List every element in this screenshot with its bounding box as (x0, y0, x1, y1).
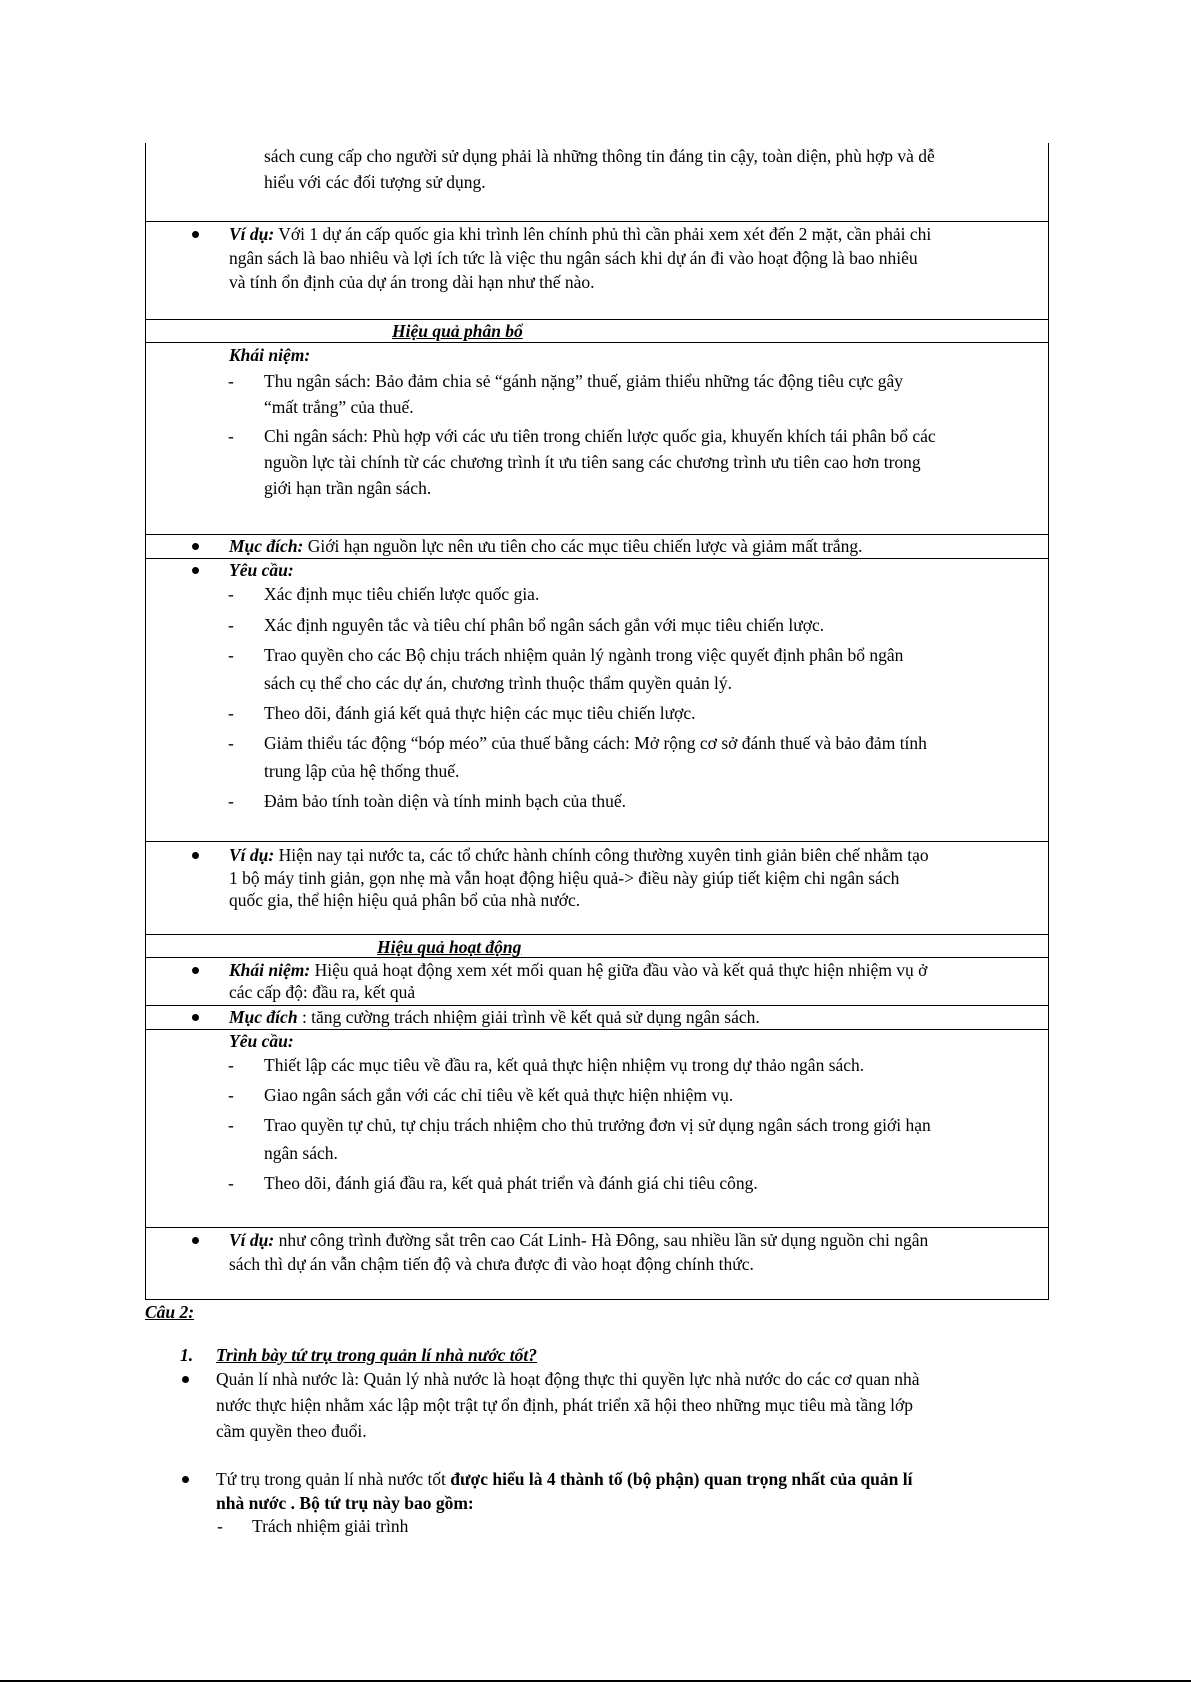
table-row (146, 1005, 1048, 1029)
paragraph-line: Tứ trụ trong quản lí nhà nước tốt (216, 1469, 451, 1489)
paragraph-line: Hiệu quả hoạt động xem xét mối quan hệ giữa đầu vào và kết quả thực hiện nhiệm vụ ở (310, 960, 928, 980)
list-item: Thu ngân sách: Bảo đảm chia sẻ “gánh nặng” thuế, giảm thiểu những tác động tiêu cực gây (264, 371, 904, 391)
bullet-icon (192, 1014, 199, 1021)
concept-label: Khái niệm: (229, 345, 311, 365)
paragraph-line: cầm quyền theo đuổi. (216, 1421, 367, 1441)
table-row (146, 934, 1048, 957)
list-item: Trao quyền tự chủ, tự chịu trách nhiệm cho thủ trưởng đơn vị sử dụng ngân sách trong giới hạn (264, 1115, 931, 1135)
paragraph-line: quốc gia, thể hiện hiệu quả phân bổ của nhà nước. (229, 890, 581, 910)
paragraph-line: Với 1 dự án cấp quốc gia khi trình lên chính phủ thì cần phải xem xét đến 2 mặt, cần phải chi (274, 224, 932, 244)
example-label: Ví dụ: (229, 1230, 275, 1250)
paragraph-line: hiểu với các đối tượng sử dụng. (264, 172, 486, 192)
question-heading: Câu 2: (145, 1302, 195, 1322)
paragraph-line: nước thực hiện nhằm xác lập một trật tự ổn định, phát triển xã hội theo những mục tiêu mà tầng lớp (216, 1395, 913, 1415)
bullet-icon (192, 967, 199, 974)
list-item: nguồn lực tài chính từ các chương trình ít ưu tiên sang các chương trình ưu tiên cao hơn trong (264, 452, 921, 472)
list-item: Đảm bảo tính toàn diện và tính minh bạch của thuế. (264, 791, 627, 811)
bullet-icon (192, 231, 199, 238)
question-number: 1. (180, 1345, 194, 1365)
paragraph-line: : tăng cường trách nhiệm giải trình về kết quả sử dụng ngân sách. (297, 1007, 760, 1027)
paragraph-line: và tính ổn định của dự án trong dài hạn như thế nào. (229, 272, 595, 292)
list-item: Xác định mục tiêu chiến lược quốc gia. (264, 584, 540, 604)
paragraph-line: 1 bộ máy tinh giản, gọn nhẹ mà vẫn hoạt động hiệu quả-> điều này giúp tiết kiệm chi ngân sách (229, 868, 900, 888)
example-label: Ví dụ: (229, 845, 275, 865)
concept-label: Khái niệm: (229, 960, 311, 980)
paragraph-bold: được hiểu là 4 thành tố (bộ phận) quan trọng nhất của quản lí (450, 1469, 913, 1489)
bullet-icon (182, 1376, 189, 1383)
purpose-label: Mục đích: (229, 536, 304, 556)
bullet-icon (192, 543, 199, 550)
list-item: Xác định nguyên tắc và tiêu chí phân bổ ngân sách gắn với mục tiêu chiến lược. (264, 615, 825, 635)
bullet-icon (192, 567, 199, 574)
bullet-icon (192, 1237, 199, 1244)
list-item: Trách nhiệm giải trình (252, 1516, 409, 1536)
page-bottom-rule (0, 1680, 1191, 1682)
section-heading: Hiệu quả hoạt động (377, 937, 522, 957)
list-item: giới hạn trần ngân sách. (264, 478, 432, 498)
list-item: Chi ngân sách: Phù hợp với các ưu tiên trong chiến lược quốc gia, khuyến khích tái phân bổ các (264, 426, 936, 446)
paragraph-line: Giới hạn nguồn lực nên ưu tiên cho các mục tiêu chiến lược và giảm mất trắng. (303, 536, 863, 556)
paragraph-bold: nhà nước . Bộ tứ trụ này bao gồm: (216, 1493, 474, 1513)
requirement-label: Yêu cầu: (229, 560, 294, 580)
paragraph-line: Quản lí nhà nước là: Quản lý nhà nước là hoạt động thực thi quyền lực nhà nước do các cơ quan nhà (216, 1369, 920, 1389)
section-heading: Hiệu quả phân bổ (392, 321, 523, 341)
list-item: trung lập của hệ thống thuế. (264, 761, 460, 781)
table-row (146, 221, 1048, 319)
paragraph-line: sách cung cấp cho người sử dụng phải là những thông tin đáng tin cậy, toàn diện, phù hợp và dễ (264, 146, 935, 166)
requirement-label: Yêu cầu: (229, 1031, 294, 1051)
paragraph-line: Hiện nay tại nước ta, các tổ chức hành chính công thường xuyên tinh giản biên chế nhằm tạo (274, 845, 929, 865)
table-row (146, 319, 1048, 342)
example-label: Ví dụ: (229, 224, 275, 244)
paragraph-line: ngân sách là bao nhiêu và lợi ích tức là việc thu ngân sách khi dự án đi vào hoạt động là bao nhiêu (229, 248, 918, 268)
table-row: Yêu cầu: - Xác định mục tiêu chiến lược quốc gia. - Xác định nguyên tắc và tiêu chí phân bổ ngân sách gắn với mục tiêu chiến lược. - Trao quyền cho các Bộ chịu trách nhiệm quản lý ngành trong việc quyết định phân bổ ngân sách cụ thể cho các dự án, chương trình thuộc thẩm quyền quản lý. - Theo dõi, đánh giá kết quả thực hiện các mục tiêu chiến lược. - Giảm thiểu tác động “bóp méo” của thuế bằng cách: Mở rộng cơ sở đánh thuế và bảo đảm tính trung lập của hệ thống thuế. - Đảm bảo tính toàn diện và tính minh bạch của thuế. (146, 558, 1048, 841)
list-item: ngân sách. (264, 1143, 338, 1163)
table-row (146, 143, 1048, 221)
list-item: “mất trắng” của thuế. (264, 397, 414, 417)
list-item: Theo dõi, đánh giá đầu ra, kết quả phát triển và đánh giá chi tiêu công. (264, 1173, 758, 1193)
question-title: Trình bày tứ trụ trong quản lí nhà nước tốt? (216, 1345, 537, 1365)
table-row (146, 841, 1048, 934)
paragraph-line: sách thì dự án vẫn chậm tiến độ và chưa được đi vào hoạt động chính thức. (229, 1254, 754, 1274)
list-item: Theo dõi, đánh giá kết quả thực hiện các mục tiêu chiến lược. (264, 703, 696, 723)
paragraph-line: như công trình đường sắt trên cao Cát Linh- Hà Đông, sau nhiều lần sử dụng nguồn chi ngân (274, 1230, 929, 1250)
table-row (146, 534, 1048, 558)
paragraph-line: các cấp độ: đầu ra, kết quả (229, 982, 416, 1002)
table-row (146, 1227, 1048, 1300)
content-table (145, 143, 1049, 1300)
purpose-label: Mục đích (229, 1007, 298, 1027)
table-row: Khái niệm: - Thu ngân sách: Bảo đảm chia sẻ “gánh nặng” thuế, giảm thiểu những tác động tiêu cực gây “mất trắng” của thuế. - Chi ngân sách: Phù hợp với các ưu tiên trong chiến lược quốc gia, khuyến khích tái phân bổ các nguồn lực tài chính từ các chương trình ít ưu tiên sang các chương trình ưu tiên cao hơn trong giới hạn trần ngân sách. (146, 342, 1048, 534)
table-row (146, 957, 1048, 1005)
list-item: Thiết lập các mục tiêu về đầu ra, kết quả thực hiện nhiệm vụ trong dự thảo ngân sách. (264, 1055, 865, 1075)
bullet-icon (182, 1476, 189, 1483)
list-item: Giao ngân sách gắn với các chỉ tiêu về kết quả thực hiện nhiệm vụ. (264, 1085, 734, 1105)
table-row: Yêu cầu: - Thiết lập các mục tiêu về đầu ra, kết quả thực hiện nhiệm vụ trong dự thảo ngân sách. - Giao ngân sách gắn với các chỉ tiêu về kết quả thực hiện nhiệm vụ. - Trao quyền tự chủ, tự chịu trách nhiệm cho thủ trưởng đơn vị sử dụng ngân sách trong giới hạn ngân sách. - Theo dõi, đánh giá đầu ra, kết quả phát triển và đánh giá chi tiêu công. (146, 1029, 1048, 1227)
list-item: Trao quyền cho các Bộ chịu trách nhiệm quản lý ngành trong việc quyết định phân bổ ngân (264, 645, 904, 665)
list-item: sách cụ thể cho các dự án, chương trình thuộc thẩm quyền quản lý. (264, 673, 733, 693)
list-item: Giảm thiểu tác động “bóp méo” của thuế bằng cách: Mở rộng cơ sở đánh thuế và bảo đảm tính (264, 733, 927, 753)
bullet-icon (192, 852, 199, 859)
